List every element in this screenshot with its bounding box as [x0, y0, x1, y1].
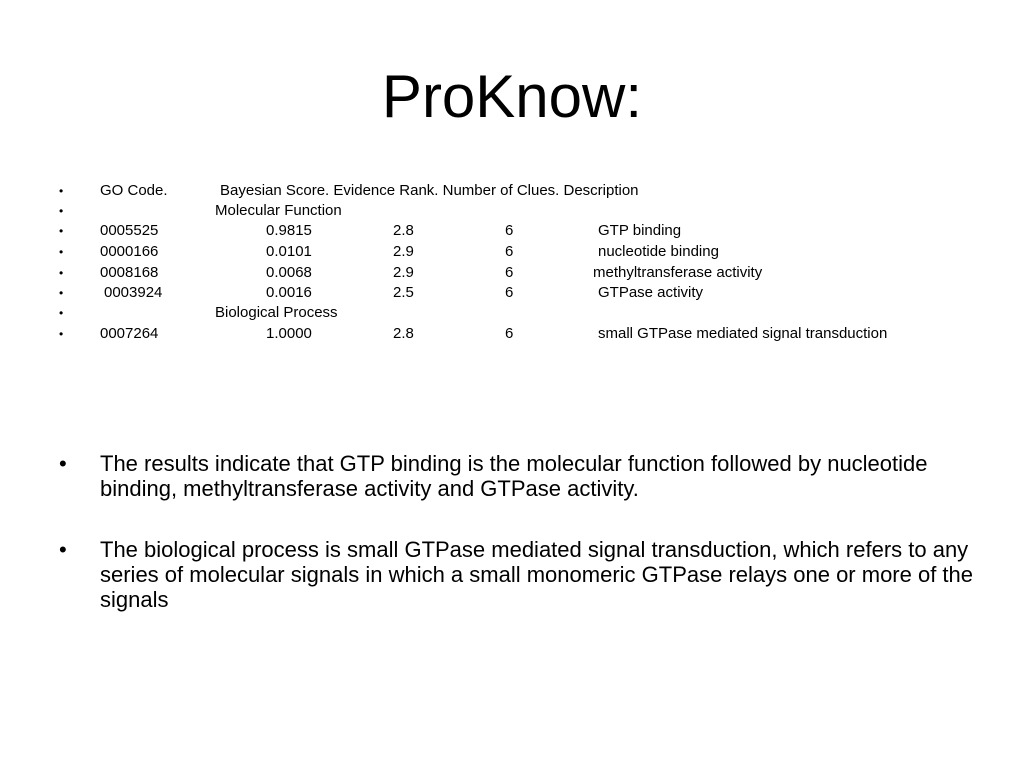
cell-number-of-clues: 6: [505, 325, 514, 342]
paragraph-text: The results indicate that GTP binding is the molecular function followed by nucleotide binding, methyltransferase activity and GTPase activity.: [100, 451, 928, 501]
cell-description: GTPase activity: [598, 284, 704, 301]
cell-evidence-rank: 2.9: [393, 243, 414, 260]
section-heading-row: [0, 303, 1024, 323]
cell-evidence-rank: 2.8: [393, 325, 414, 342]
bullet-icon: •: [59, 451, 67, 476]
slide-title: ProKnow:: [381, 63, 643, 130]
bullet-icon: •: [59, 204, 64, 218]
bullet-icon: •: [59, 184, 64, 198]
cell-description: small GTPase mediated signal transduction: [598, 325, 888, 342]
cell-evidence-rank: 2.5: [393, 284, 414, 301]
bullet-icon: •: [59, 306, 64, 320]
table-row: [0, 221, 1024, 241]
section-heading: Molecular Function: [215, 202, 342, 219]
section-heading: Biological Process: [215, 304, 338, 321]
table-row: [0, 324, 1024, 344]
table-row: [0, 263, 1024, 283]
cell-go-code: 0008168: [100, 264, 159, 281]
table-row: [0, 242, 1024, 262]
cell-bayesian-score: 1.0000: [266, 325, 312, 342]
bullet-icon: •: [59, 286, 64, 300]
paragraph-text: The biological process is small GTPase mediated signal transduction, which refers to any series of molecular signals in which a small monomeric GTPase relays one or more of the signals: [100, 537, 974, 612]
cell-evidence-rank: 2.9: [393, 264, 414, 281]
bullet-icon: •: [59, 224, 64, 238]
cell-number-of-clues: 6: [505, 222, 514, 239]
cell-description: nucleotide binding: [598, 243, 719, 260]
cell-bayesian-score: 0.0016: [266, 284, 312, 301]
cell-go-code: 0007264: [100, 325, 159, 342]
bullet-icon: •: [59, 537, 67, 562]
cell-description: methyltransferase activity: [593, 264, 763, 281]
table-row: [0, 283, 1024, 303]
header-columns: Bayesian Score. Evidence Rank. Number of Clues. Description: [220, 182, 639, 199]
cell-evidence-rank: 2.8: [393, 222, 414, 239]
bullet-icon: •: [59, 245, 64, 259]
cell-go-code: 0005525: [100, 222, 159, 239]
cell-description: GTP binding: [598, 222, 682, 239]
header-go-code: GO Code.: [100, 182, 168, 199]
section-heading-row: [0, 201, 1024, 221]
cell-go-code: 0003924: [104, 284, 163, 301]
table-header-row: [0, 181, 1024, 201]
bullet-icon: •: [59, 266, 64, 280]
cell-go-code: 0000166: [100, 243, 159, 260]
cell-bayesian-score: 0.0068: [266, 264, 312, 281]
cell-number-of-clues: 6: [505, 264, 514, 281]
cell-bayesian-score: 0.0101: [266, 243, 312, 260]
bullet-icon: •: [59, 327, 64, 341]
cell-bayesian-score: 0.9815: [266, 222, 312, 239]
cell-number-of-clues: 6: [505, 243, 514, 260]
cell-number-of-clues: 6: [505, 284, 514, 301]
